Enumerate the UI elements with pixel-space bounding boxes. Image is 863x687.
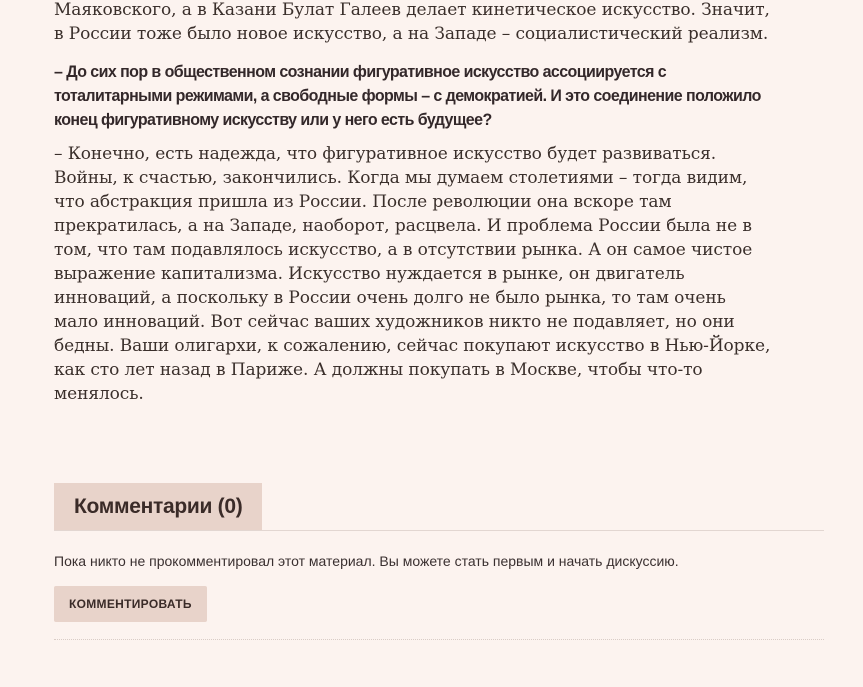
comments-divider [54, 530, 824, 531]
no-comments-message: Пока никто не прокомментировал этот материал. Вы можете стать первым и начать дискуссию. [54, 553, 679, 569]
comments-bottom-divider [54, 639, 824, 640]
interview-answer: – Конечно, есть надежда, что фигуративное искусство будет развиваться. Войны, к счастью, закончились. Когда мы думаем столетиями – тогда видим, что абстракция пришла из России. После революции она вскоре там прекратилась, а на Западе, наоборот, расцвела. И проблема России была не в том, что там подавлялось искусство, а в отсутствии рынка. А он самое чистое выражение капитализма. Искусство нуждается в рынке, он двигатель инноваций, а поскольку в России очень долго не было рынка, то там очень мало инноваций. Вот сейчас ваших художников никто не подавляет, но они бедны. Ваши олигархи, к сожалению, сейчас покупают искусство в Нью-Йорке, как сто лет назад в Париже. А должны покупать в Москве, чтобы что-то менялось. [54, 144, 771, 404]
comments-section [54, 483, 824, 640]
comments-tab[interactable]: Комментарии (0) [54, 483, 262, 530]
interview-question: – До сих пор в общественном сознании фигуративное искусство ассоциируется с тоталитарными режимами, а свободные формы – с демократией. И это соединение положило конец фигуративному искусству или у него есть будущее? [54, 62, 761, 129]
article-paragraph: Маяковского, а в Казани Булат Галеев делает кинетическое искусство. Значит, в России тоже было новое искусство, а на Западе – социалистический реализм. [54, 0, 770, 44]
article-body [54, 0, 774, 406]
comment-button[interactable]: КОММЕНТИРОВАТЬ [54, 586, 207, 622]
